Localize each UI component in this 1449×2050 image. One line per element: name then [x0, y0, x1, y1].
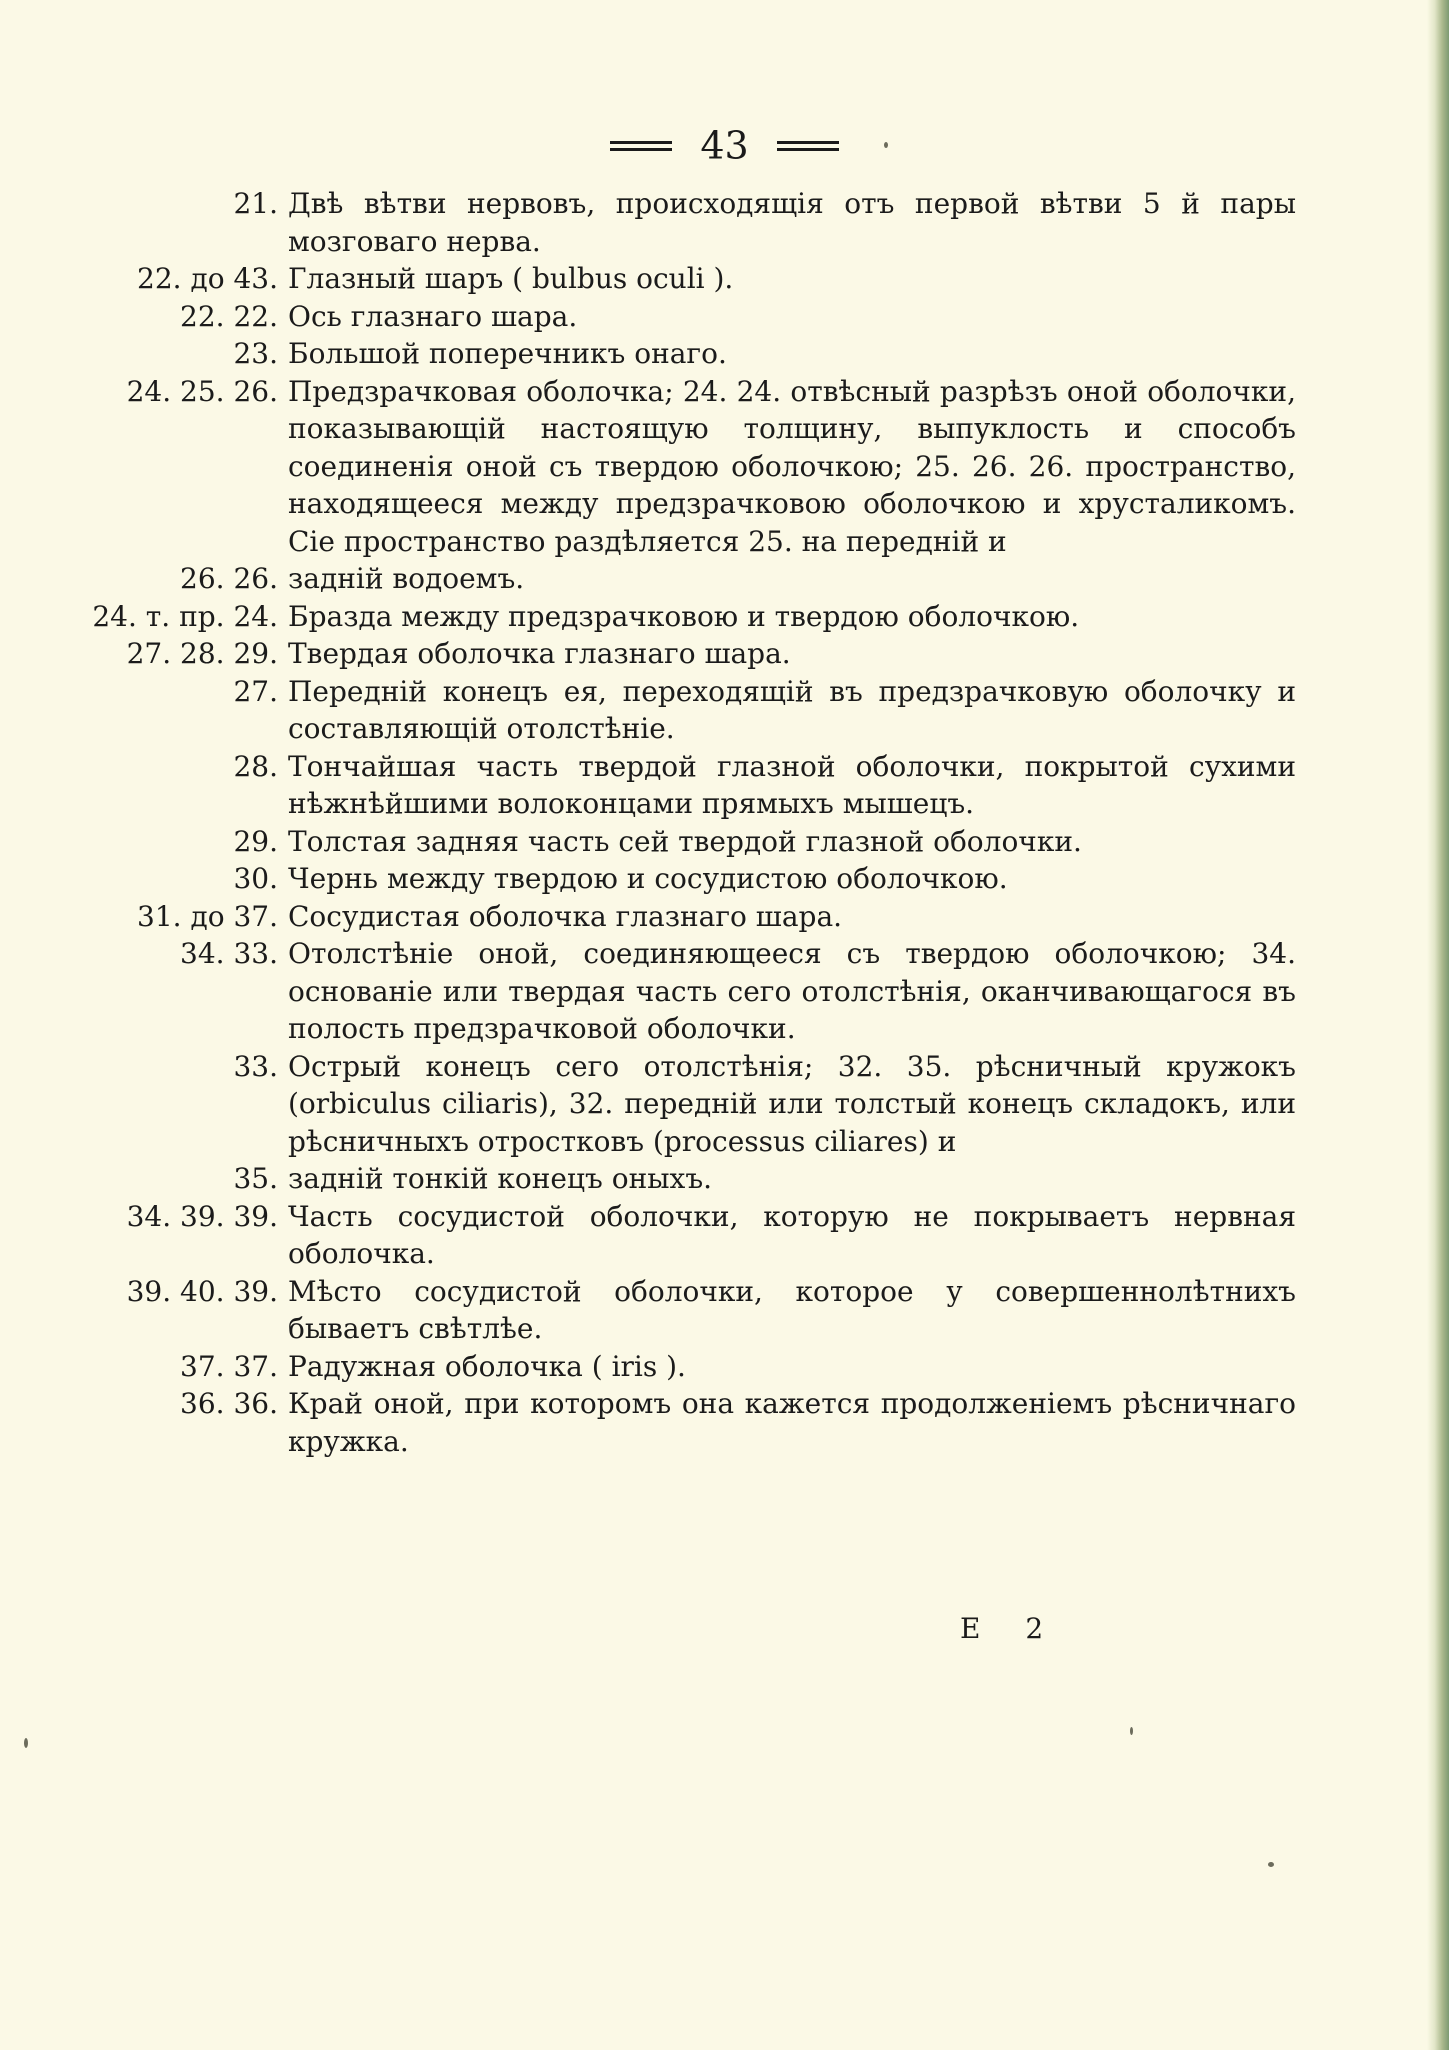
entry-text: Радужная оболочка ( iris ).	[288, 1349, 686, 1383]
legend-entry	[0, 898, 1449, 936]
paper-speck	[1268, 1862, 1274, 1867]
entry-text: Двѣ вѣтви нервовъ, происходящія отъ первой вѣтви 5 й пары мозговаго нерва.	[288, 187, 1296, 258]
entry-text: Отолстѣніе оной, соединяющееся съ твердою оболочкою; 34. основаніе или твердая часть сего отолстѣнія, оканчивающагося въ полость предзрачковой оболочки.	[288, 937, 1296, 1045]
page-number: 43	[700, 123, 749, 168]
entry-text: Часть сосудистой оболочки, которую не покрываетъ нервная оболочка.	[288, 1199, 1296, 1270]
legend-entry	[0, 673, 1449, 748]
legend-entry	[0, 373, 1449, 561]
legend-entry	[0, 748, 1449, 823]
entry-number: 31. до 37.	[137, 899, 278, 933]
entry-number: 27. 28. 29.	[126, 637, 278, 670]
entry-text: Бразда между предзрачковою и твердою оболочкою.	[288, 599, 1080, 633]
entry-number: 28.	[233, 749, 278, 783]
entry-text: задній тонкій конецъ оныхъ.	[288, 1162, 713, 1195]
paper-speck	[884, 142, 888, 148]
entry-text: задній водоемъ.	[288, 562, 525, 595]
legend-entry	[0, 935, 1449, 1048]
entry-number: 29.	[233, 824, 278, 858]
entry-number: 34. 39. 39.	[126, 1199, 278, 1233]
entry-text: Чернь между твердою и сосудистою оболочкою.	[288, 862, 1008, 895]
printer-signature: Е 2	[960, 1612, 1062, 1645]
entry-text: Ось глазнаго шара.	[288, 299, 578, 333]
legend-entry	[0, 1048, 1449, 1161]
entry-number: 35.	[233, 1162, 278, 1195]
entry-text: Большой поперечникъ онаго.	[288, 337, 727, 370]
entry-number: 22. до 43.	[137, 262, 278, 295]
legend-entry	[0, 185, 1449, 260]
entry-text: Глазный шаръ ( bulbus oculi ).	[288, 262, 734, 295]
entry-number: 33.	[233, 1049, 278, 1083]
entry-number: 37. 37.	[180, 1349, 278, 1383]
entry-number: 26. 26.	[180, 562, 278, 595]
legend-entry	[0, 1198, 1449, 1273]
entry-text: Острый конецъ сего отолстѣнія; 32. 35. рѣсничный кружокъ (orbiculus ciliaris), 32. передній или толстый конецъ складокъ, или рѣсничныхъ отростковъ (processus ciliares) и	[288, 1049, 1296, 1158]
entry-number: 24. т. пр. 24.	[92, 599, 278, 633]
legend-entry	[0, 1160, 1449, 1198]
entry-text: Твердая оболочка глазнаго шара.	[288, 637, 791, 670]
legend-entry	[0, 560, 1449, 598]
entry-text: Передній конецъ ея, переходящій въ предзрачковую оболочку и составляющій отолстѣніе.	[288, 674, 1296, 745]
entry-number: 24. 25. 26.	[126, 374, 278, 408]
entry-text: Мѣсто сосудистой оболочки, которое у совершеннолѣтнихъ бываетъ свѣтлѣе.	[288, 1274, 1296, 1345]
legend-entry	[0, 298, 1449, 336]
header-rule-left	[610, 141, 672, 151]
entry-number: 34. 33.	[180, 937, 278, 970]
legend-entry	[0, 635, 1449, 673]
entry-text: Предзрачковая оболочка; 24. 24. отвѣсный разрѣзъ оной оболочки, показывающій настоящую толщину, выпуклость и способъ соединенія оной съ твердою оболочкою; 25. 26. 26. пространство, находящееся между предзрачковою оболочкою и хрусталикомъ. Сіе пространство раздѣляется 25. на передній и	[288, 374, 1296, 558]
entry-text: Сосудистая оболочка глазнаго шара.	[288, 899, 843, 933]
entry-number: 30.	[233, 862, 278, 895]
entry-number: 21.	[233, 187, 278, 220]
paper-speck	[1130, 1727, 1133, 1735]
legend-entry	[0, 1385, 1449, 1460]
entry-number: 22. 22.	[180, 299, 278, 333]
entry-text: Толстая задняя часть сей твердой глазной оболочки.	[288, 824, 1082, 858]
legend-entries	[0, 185, 1449, 1460]
legend-entry	[0, 1348, 1449, 1386]
entry-number: 23.	[233, 337, 278, 370]
legend-entry	[0, 860, 1449, 898]
entry-number: 39. 40. 39.	[126, 1274, 278, 1308]
entry-text: Край оной, при которомъ она кажется продолженіемъ рѣсничнаго кружка.	[288, 1387, 1296, 1458]
paper-speck	[24, 1738, 28, 1748]
legend-entry	[0, 1273, 1449, 1348]
legend-entry	[0, 823, 1449, 861]
page-header	[0, 120, 1449, 168]
entry-text: Тончайшая часть твердой глазной оболочки, покрытой сухими нѣжнѣйшими волоконцами прямыхъ мышецъ.	[288, 749, 1296, 820]
legend-entry	[0, 260, 1449, 298]
header-rule-right	[777, 141, 839, 151]
legend-entry	[0, 335, 1449, 373]
entry-number: 36. 36.	[180, 1387, 278, 1420]
legend-entry	[0, 598, 1449, 636]
entry-number: 27.	[233, 674, 278, 708]
